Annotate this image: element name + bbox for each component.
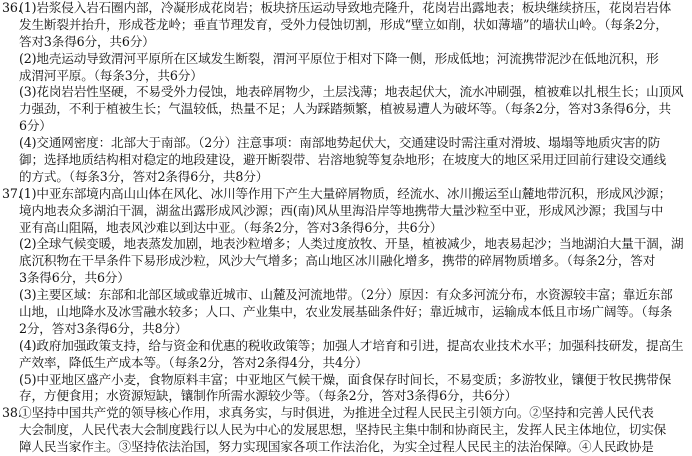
q37-text: 产效率，降低生产成本等。（每条2分，答对2条得4分，共4分） bbox=[19, 354, 368, 370]
q36-number: 36. bbox=[2, 0, 22, 15]
q38-text: ①坚持中国共产党的领导核心作用，求真务实，与时俱进，为推进全过程人民民主引领方向。②坚持和完善人民代表 bbox=[19, 405, 654, 421]
q36-text: 答对3条得6分，共6分） bbox=[19, 33, 155, 49]
q37-text: (2)全球气候变暖，地表蒸发加剧，地表沙粒增多；人类过度放牧、开垦，植被减少，地表易起沙；当地湖泊大量干涸，湖 bbox=[19, 236, 684, 252]
q36-text: (4)交通网密度：北部大于南部。（2分）注意事项：南部地势起伏大，交通建设时需注重对滑坡、塌塌等地质灾害的防 bbox=[19, 135, 661, 151]
q36-text: 御；选择地质结构相对稳定的地段建设，避开断裂带、岩溶地貌等复杂地形；在坡度大的地区采用迂回前行建设交通线 bbox=[19, 152, 667, 167]
q36-text: (2)地壳运动导致渭河平原所在区域发生断裂，渭河平原位于相对下降一侧，形成低地；河流携带泥沙在低地沉积，形 bbox=[19, 50, 659, 66]
q36-text: (3)花岗岩岩性坚硬，不易受外力侵蚀，地表碎屑物少，土层浅薄；地表起伏大，流水冲刷强，植被难以扎根生长；山顶风 bbox=[19, 84, 684, 100]
q37-text: (4)政府加强政策支持，给与资金和优惠的税收政策等；加强人才培育和引进，提高农业技术水平；加强科技研发，提高生 bbox=[19, 337, 684, 353]
q37-text: 3条得6分，共6分） bbox=[19, 270, 130, 286]
q38-text: 障人民当家作主。③坚持依法治国，努力实现国家各项工作法治化，为实全过程人民民主的法治保障。④人民政协是 bbox=[19, 439, 654, 455]
q37-text: 境内地表众多湖泊干涸，湖盆出露形成风沙源；西(南)风从里海沿岸等地携带大量沙粒至中亚，形成风沙源；我国与中 bbox=[19, 202, 664, 218]
q37-text: 2分，答对3条得6分，共8分） bbox=[19, 320, 188, 336]
q36-text: 成渭河平原。（每条3分，共6分） bbox=[19, 67, 203, 83]
q37-text: 亚有高山阻隔，地表风沙难以到达中亚。（每条2分，答对3条得6分，共6分） bbox=[19, 219, 443, 235]
q36-text: (1)岩浆侵入岩石圈内部，冷凝形成花岗岩；板块挤压运动导致地壳隆升，花岗岩出露地表；板块继续挤压，花岗岩岩体 bbox=[19, 0, 672, 15]
q37-text: 存，方便食用；水资源短缺，镶制作所需水源较少等。（每条2分，答对3条得6分，共6分） bbox=[19, 388, 518, 404]
q36-text: 发生断裂并抬升，形成苍龙岭；垂直节理发育，受外力侵蚀切割，形成“壁立如削，状如薄墙”的墙状山岭。（每条2分， bbox=[19, 16, 668, 32]
q38-text: 大会制度，人民代表大会制度践行以人民为中心的发展思想，坚持民主集中制和协商民主，发挥人民主体地位，切实保 bbox=[19, 422, 667, 438]
q37-number: 37. bbox=[2, 185, 22, 201]
q37-text: 底沉积物在干旱条件下易形成沙粒，风沙大气增多；高山地区冰川融化增多，携带的碎屑物质增多。（每条2分，答对 bbox=[19, 253, 656, 269]
q37-text: 山地，山地降水及冰雪融水较多；人口、产业集中，农业发展基础条件好；靠近城市，运输成本低且市场广阔等。（每条 bbox=[19, 304, 673, 319]
q36-text: 6分） bbox=[19, 118, 52, 134]
q37-text: (3)主要区域：东部和北部区域或靠近城市、山麓及河流地带。（2分）原因：有众多河流分布，水资源较丰富；靠近东部 bbox=[19, 287, 673, 303]
q37-text: (5)中亚地区盛产小麦，食物原料丰富；中亚地区气候干燥，面食保存时间长，不易变质；多游牧业，镶便于牧民携带保 bbox=[19, 371, 672, 387]
q36-text: 的方式。（每条3分，答对2条得6分，共8分） bbox=[19, 168, 269, 184]
q38-number: 38. bbox=[2, 405, 22, 421]
q36-text: 力强劲，不利于植被生长；气温较低，热量不足；人为踩踏频繁，植被易遭人为破坏等。（每条2分，答对3条得6分，共 bbox=[19, 101, 671, 117]
q37-text: (1)中亚东部境内高山山体在风化、冰川等作用下产生大量碎屑物质，经流水、冰川搬运至山麓地带沉积，形成风沙源； bbox=[19, 185, 672, 201]
